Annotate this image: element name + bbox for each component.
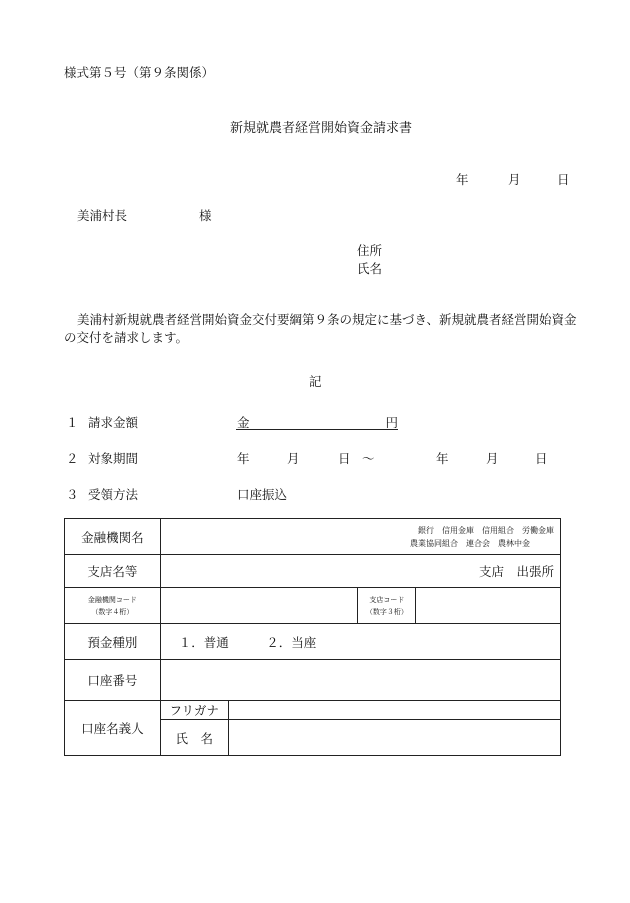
inst-code-label-line-1: 金融機関コード [87,595,137,604]
deposit-type-options[interactable]: １．普通 ２．当座 [160,624,560,660]
addressee-suffix: 様 [199,208,212,223]
amount-suffix: 円 [385,415,398,430]
branch-types: 支店 出張所 [478,563,554,579]
row-branch [65,555,561,588]
date-day-label: 日 [557,172,570,187]
date-month-label: 月 [508,172,521,187]
institution-label: 金融機関名 [65,519,161,555]
branch-code-label [358,588,416,624]
date-year-label: 年 [456,172,469,187]
deposit-type-label: 預金種別 [65,624,161,660]
period-start-year: 年 [237,451,250,466]
item-number: １ [66,415,79,430]
period-tilde: ～ [362,451,375,466]
furigana-label: フリガナ [160,701,228,720]
period-end-year: 年 [436,451,449,466]
row-institution [65,519,561,555]
amount-prefix: 金 [237,415,250,430]
addressee-name: 美浦村長 [77,208,128,223]
institution-field[interactable] [160,519,560,555]
branch-code-label-line-2: （数字３桁） [365,607,408,616]
inst-code-label-line-2: （数字４桁） [91,607,134,616]
row-account-number [65,660,561,701]
ki-heading: 記 [309,374,322,389]
row-deposit-type [65,624,561,660]
holder-name-field[interactable] [228,720,560,756]
account-holder-label: 口座名義人 [65,701,161,756]
body-text-line-2: の交付を請求します。 [64,330,189,345]
item-number: ２ [66,451,79,466]
amount-field[interactable] [236,413,398,430]
document-title: 新規就農者経営開始資金請求書 [230,121,413,136]
item-label: 受領方法 [88,487,139,502]
inst-code-field[interactable] [160,588,358,624]
branch-code-label-line-1: 支店コード [369,595,405,604]
branch-label: 支店名等 [65,555,161,588]
institution-types-line-1: 銀行 信用金庫 信用組合 労働金庫 [418,525,554,535]
name-label: 氏名 [357,261,383,276]
holder-name-label: 氏 名 [160,720,228,756]
period-end-day: 日 [535,451,548,466]
period-start-month: 月 [287,451,300,466]
branch-field[interactable] [160,555,560,588]
account-number-field[interactable] [160,660,560,701]
row-furigana [65,701,561,720]
institution-types-line-2: 農業協同組合 連合会 農林中金 [410,538,530,548]
branch-code-field[interactable] [416,588,561,624]
inst-code-label [65,588,161,624]
furigana-field[interactable] [228,701,560,720]
bank-account-table [64,518,561,756]
receipt-method-value: 口座振込 [237,487,288,502]
item-number: ３ [66,487,79,502]
item-label: 請求金額 [88,415,139,430]
period-start-day: 日 [338,451,351,466]
form-number: 様式第５号（第９条関係） [64,65,215,80]
item-label: 対象期間 [88,451,139,466]
row-codes [65,588,561,624]
address-label: 住所 [357,243,383,258]
body-text-line-1: 美浦村新規就農者経営開始資金交付要綱第９条の規定に基づき、新規就農者経営開始資金 [77,312,577,327]
period-end-month: 月 [486,451,499,466]
account-number-label: 口座番号 [65,660,161,701]
